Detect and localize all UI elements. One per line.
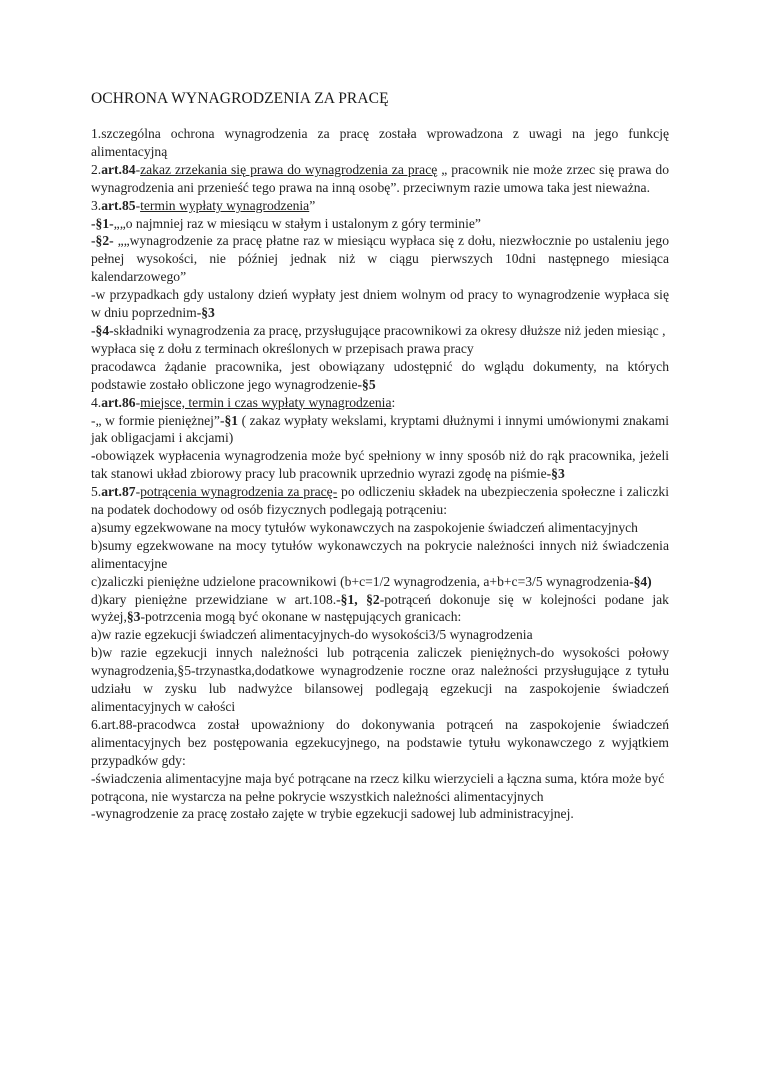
paragraph: [91, 322, 669, 358]
text-run: c)zaliczki pieniężne udzielone pracownikowi (b+c=1/2 wynagrodzenia, a+b+c=3/5 wynagrodzenia: [91, 573, 630, 589]
text-run: -w przypadkach gdy ustalony dzień wypłaty jest dniem wolnym od pracy to wynagrodzenie wypłaca się w dniu poprzednim: [91, 287, 669, 321]
text-run: „ pracownik nie może zrzec się prawa do wynagrodzenia ani przenieść tego prawa na inną osobę”. przeciwnym razie umowa taka jest nieważna.: [91, 161, 669, 195]
bold-text: art.87: [101, 484, 136, 500]
paragraph: [91, 286, 669, 322]
text-run: obowiązek wypłacenia wynagrodzenia może być spełniony w inny sposób niż do rąk pracownika, jeżeli tak stanowi układ zbiorowy pracy lub pracownik uprzednio wyrazi zgodę na piśmie: [91, 448, 669, 482]
text-run: ”: [309, 197, 316, 213]
bold-text: -§2-: [91, 233, 114, 249]
bold-text: -: [91, 448, 96, 464]
text-run: d)kary pieniężne przewidziane w art.108.: [91, 591, 337, 607]
underlined-text: potrącenia wynagrodzenia za pracę-: [140, 484, 338, 500]
text-run: -: [135, 394, 141, 410]
paragraph: [91, 412, 669, 448]
bold-text: -§3: [546, 466, 565, 482]
underlined-text: termin wypłaty wynagrodzenia: [140, 197, 310, 213]
text-run: b)sumy egzekwowane na mocy tytułów wykonawczych na pokrycie należności innych niż świadczenia alimentacyjne: [91, 537, 669, 571]
paragraph: [91, 573, 669, 591]
text-run: 5.: [91, 484, 102, 500]
paragraph: [91, 644, 669, 716]
text-run: ( zakaz wypłaty wekslami, kryptami dłużnymi i innymi umówionymi znakami jak obligacjami i akcjami): [91, 412, 669, 446]
bold-text: art.85: [101, 197, 136, 213]
document-title: OCHRONA WYNAGRODZENIA ZA PRACĘ: [91, 90, 389, 107]
bold-text: -§4): [629, 573, 652, 589]
underlined-text: miejsce, termin i czas wypłaty wynagrodzenia: [140, 394, 392, 410]
paragraph: [91, 805, 669, 823]
text-run: a)sumy egzekwowane na mocy tytułów wykonawczych na zaspokojenie świadczeń alimentacyjnych: [91, 519, 638, 535]
paragraph: [91, 197, 669, 215]
text-run: -potrzcenia mogą być okonane w następujących granicach:: [140, 609, 462, 625]
bold-text: -§1: [219, 412, 239, 428]
text-run: 6.art.88-pracodwca został upoważniony do dokonywania potrąceń na zaspokojenie świadczeń alimentacyjnych bez postępowania egzekucyjnego, na podstawie tytułu wykonawczego z wyjątkiem przypadków gdy:: [91, 716, 669, 768]
bold-text: art.84: [101, 161, 136, 177]
text-run: -potrąceń dokonuje się w kolejności podane jak wyżej,: [91, 591, 669, 625]
paragraph: [91, 770, 669, 806]
text-run: po odliczeniu składek na ubezpieczenia społeczne i zaliczki na podatek dochodowy od osób fizycznych podlegają potrąceniu:: [91, 484, 669, 518]
text-run: „„wynagrodzenie za pracę płatne raz w miesiącu wypłaca się z dołu, niezwłocznie po ustaleniu jego pełnej wysokości, nie później jednak niż w ciągu pierwszych 10dni następnego miesiąca kalendarzowego”: [91, 233, 669, 285]
bold-text: art.86: [101, 394, 136, 410]
text-run: 1.szczególna ochrona wynagrodzenia za pracę została wprowadzona z uwagi na jego funkcję alimentacyjną: [91, 126, 669, 159]
text-run: „„o najmniej raz w miesiącu w stałym i ustalonym z góry terminie”: [113, 215, 481, 231]
paragraph: [91, 626, 669, 644]
paragraph: [91, 716, 669, 770]
bold-text: -§4-: [91, 322, 114, 338]
text-run: -: [135, 484, 141, 500]
paragraph: [91, 358, 669, 394]
paragraph: [91, 161, 669, 197]
paragraph: [91, 394, 669, 412]
bold-text: -§1, §2: [336, 591, 380, 607]
text-run: -„ w formie pieniężnej”: [91, 412, 220, 428]
text-run: -: [135, 161, 141, 177]
paragraph: [91, 519, 669, 537]
text-run: 2.: [91, 161, 102, 177]
paragraph: [91, 447, 669, 483]
text-run: -wynagrodzenie za pracę zostało zajęte w trybie egzekucji sadowej lub administracyjnej.: [91, 806, 574, 822]
text-run: 3.: [91, 197, 102, 213]
text-run: -świadczenia alimentacyjne maja być potrącane na rzecz kilku wierzycieli a łączna suma, która może być potrącona, nie wystarcza na pełne pokrycie wszystkich należności alimentacyjnych: [91, 770, 665, 804]
text-run: b)w razie egzekucji innych należności lub potrącenia zaliczek pieniężnych-do wysokości połowy wynagrodzenia,§5-trzynastka,dodatkowe wynagrodzenie roczne oraz należności przysługujące z tytułu udziału w zysku lub nadwyżce bilansowej podlegają egzekucji na zaspokojenie świadczeń alimentacyjnych w całości: [91, 645, 669, 714]
bold-text: -§5: [357, 376, 376, 392]
text-run: 4.: [91, 394, 102, 410]
paragraph: [91, 591, 669, 627]
text-run: -: [135, 197, 141, 213]
underlined-text: zakaz zrzekania się prawa do wynagrodzenia za pracę: [140, 161, 438, 177]
paragraph: [91, 537, 669, 573]
document-body: [91, 125, 669, 823]
bold-text: §3: [126, 609, 141, 625]
paragraph: [91, 483, 669, 519]
text-run: a)w razie egzekucji świadczeń alimentacyjnych-do wysokości3/5 wynagrodzenia: [91, 627, 533, 643]
text-run: pracodawca żądanie pracownika, jest obowiązany udostępnić do wglądu dokumenty, na których podstawie zostało obliczone jego wynagrodzenie: [91, 358, 669, 392]
bold-text: -§3: [196, 305, 215, 321]
paragraph: [91, 232, 669, 286]
text-run: :: [391, 394, 396, 410]
text-run: składniki wynagrodzenia za pracę, przysługujące pracownikowi za okresy dłuższe niż jeden miesiąc , wypłaca się z dołu z terminach określonych w przepisach prawa pracy: [91, 322, 666, 356]
bold-text: -§1-: [91, 215, 114, 231]
paragraph: [91, 215, 669, 233]
paragraph: [91, 125, 669, 161]
